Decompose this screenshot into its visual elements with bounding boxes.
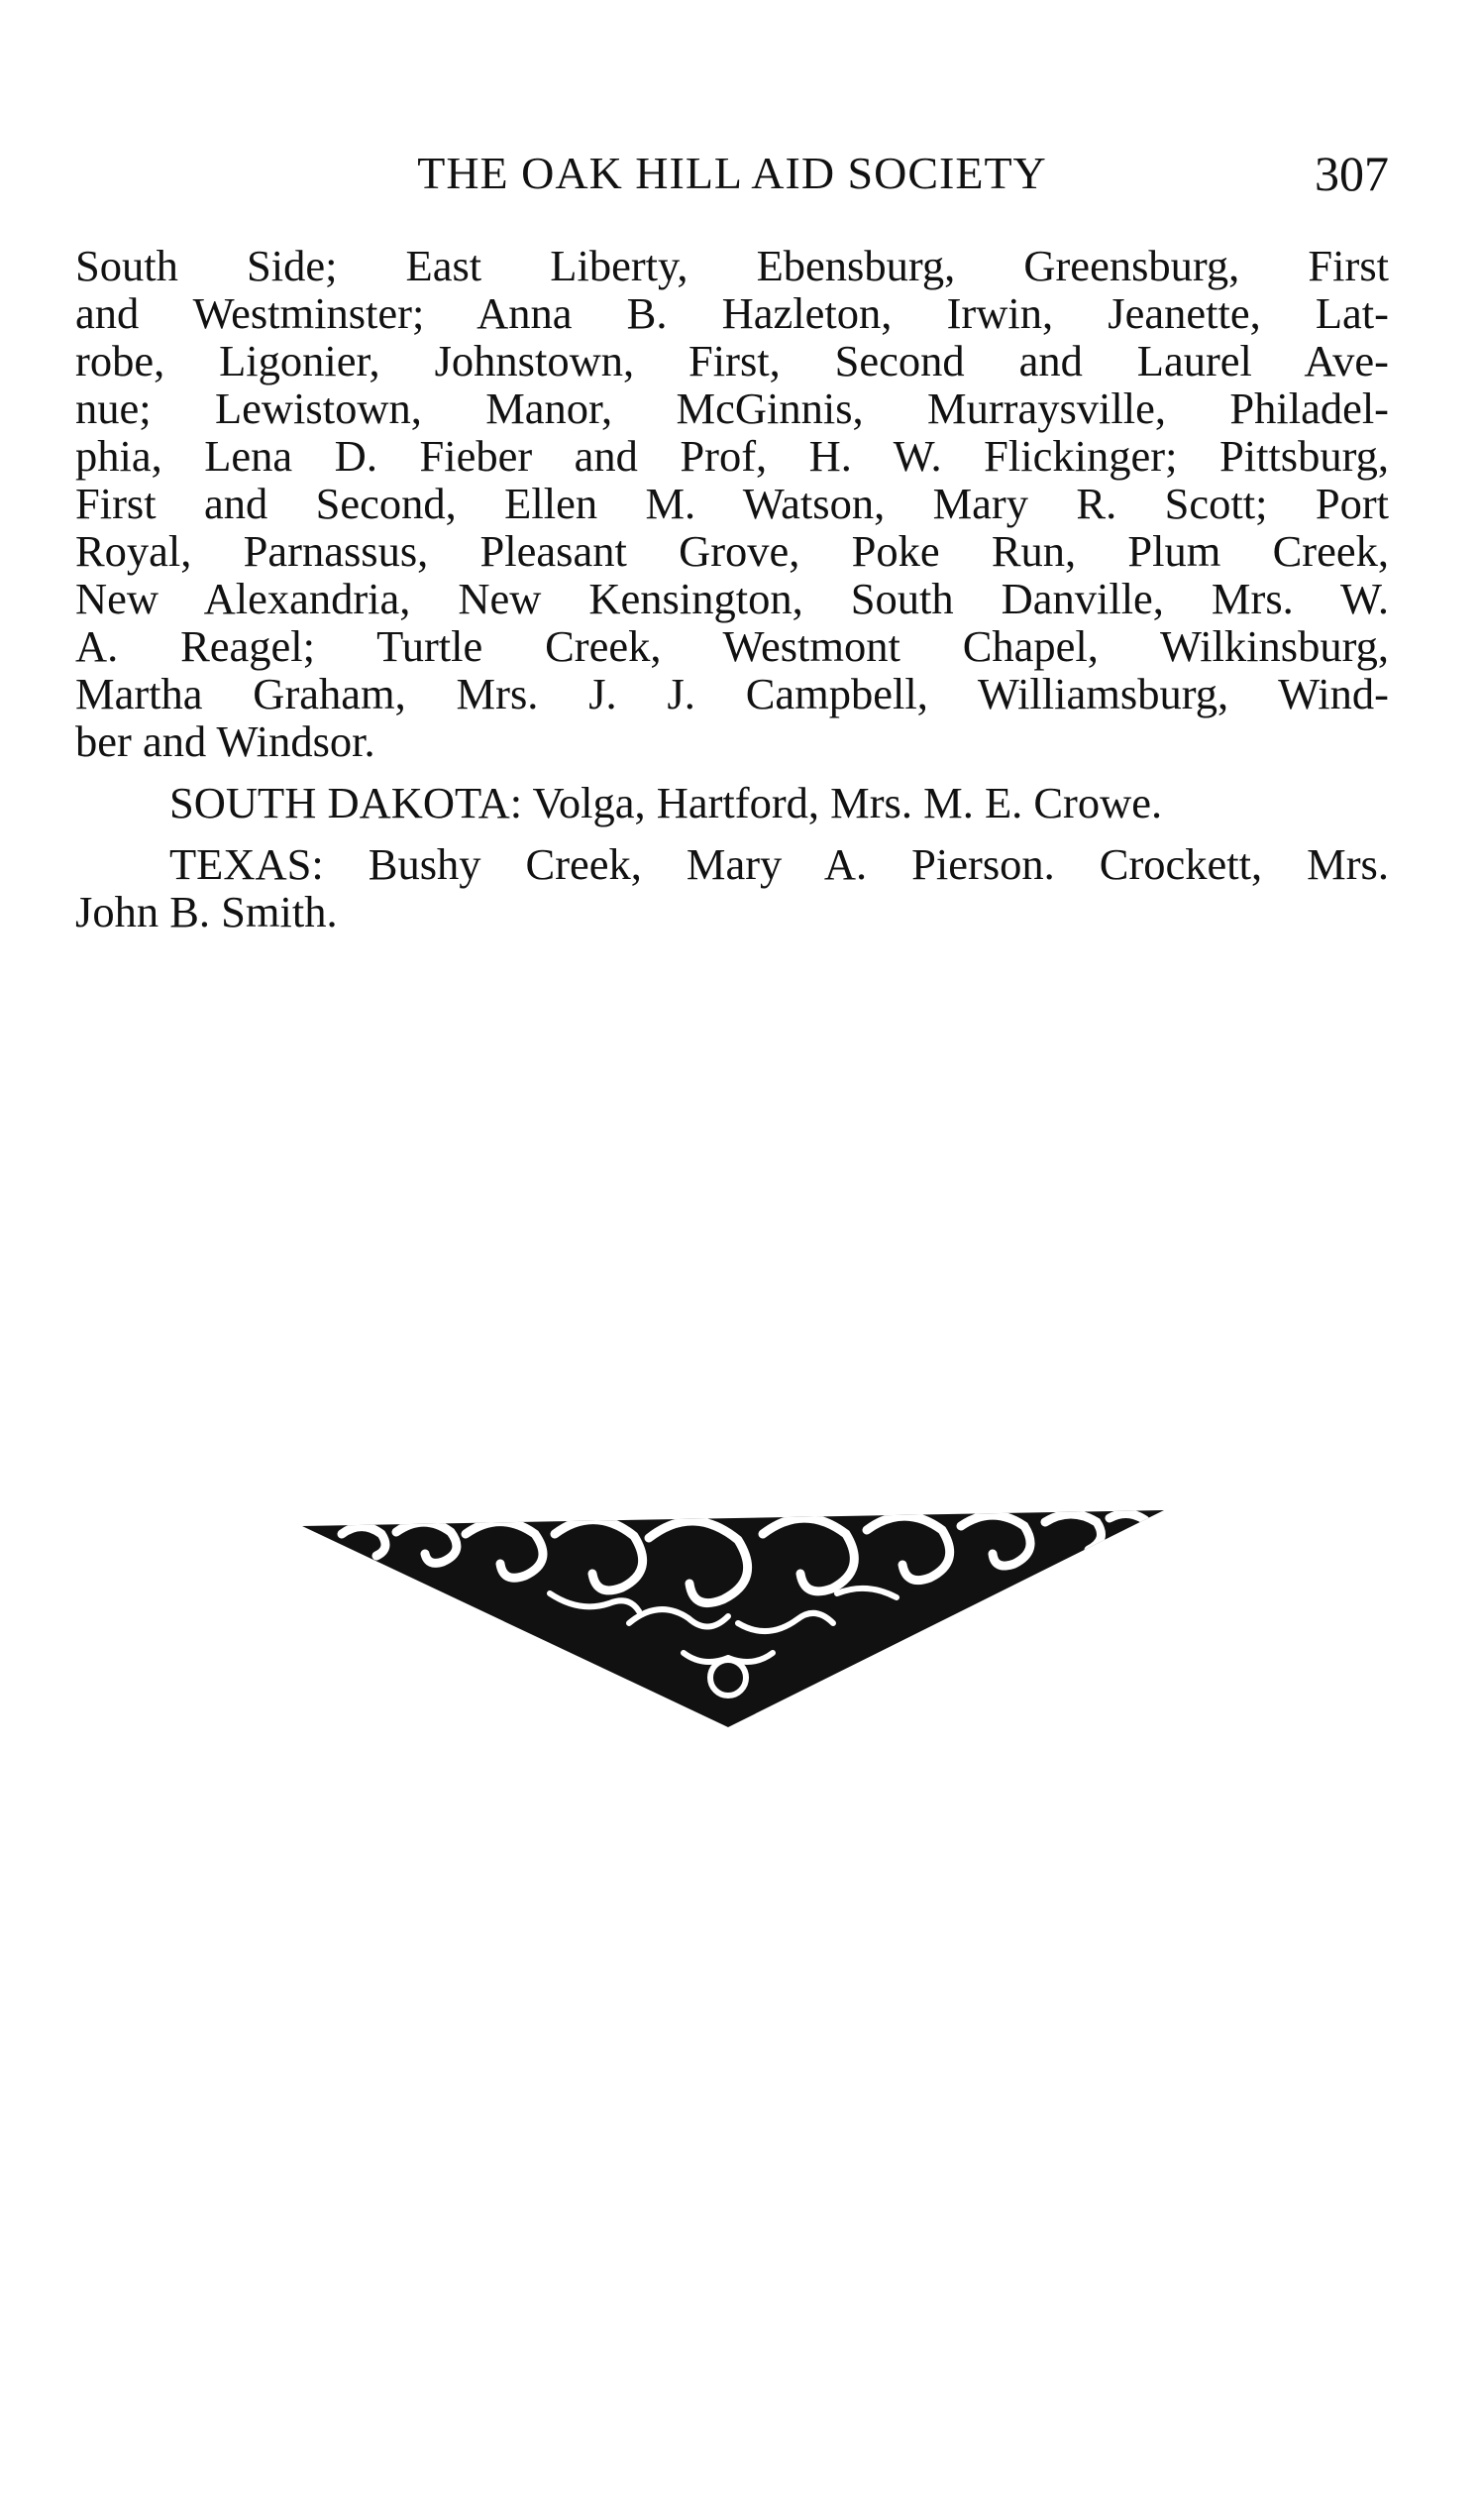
page-number: 307 (1315, 146, 1389, 201)
text-line: phia, Lena D. Fieber and Prof, H. W. Flickinger; Pittsburg, (75, 431, 1389, 481)
text-line: South Side; East Liberty, Ebensburg, Greensburg, First (75, 241, 1389, 290)
text-line: A. Reagel; Turtle Creek, Westmont Chapel, Wilkinsburg, (75, 621, 1389, 671)
scroll-tailpiece-ornament-icon (302, 1504, 1164, 1732)
text-line: SOUTH DAKOTA: Volga, Hartford, Mrs. M. E. Crowe. (169, 778, 1163, 827)
paragraph-south-dakota (75, 779, 1389, 826)
text-line: John B. Smith. (75, 887, 338, 936)
text-line: New Alexandria, New Kensington, South Danville, Mrs. W. (75, 574, 1389, 623)
text-line: First and Second, Ellen M. Watson, Mary R. Scott; Port (75, 479, 1389, 528)
text-line: Martha Graham, Mrs. J. J. Campbell, Williamsburg, Wind- (75, 669, 1389, 718)
text-line: robe, Ligonier, Johnstown, First, Second and Laurel Ave- (75, 336, 1389, 385)
body-text (75, 242, 1389, 935)
paragraph-pennsylvania-continued (75, 242, 1389, 765)
text-line: Royal, Parnassus, Pleasant Grove, Poke Run, Plum Creek, (75, 526, 1389, 576)
running-head (75, 139, 1389, 208)
text-line: ber and Windsor. (75, 716, 375, 766)
running-title: THE OAK HILL AID SOCIETY (417, 148, 1047, 198)
paragraph-texas (75, 840, 1389, 935)
text-line: nue; Lewistown, Manor, McGinnis, Murraysville, Philadel- (75, 383, 1389, 433)
text-line: and Westminster; Anna B. Hazleton, Irwin, Jeanette, Lat- (75, 288, 1389, 338)
text-line: TEXAS: Bushy Creek, Mary A. Pierson. Crockett, Mrs. (169, 839, 1389, 889)
